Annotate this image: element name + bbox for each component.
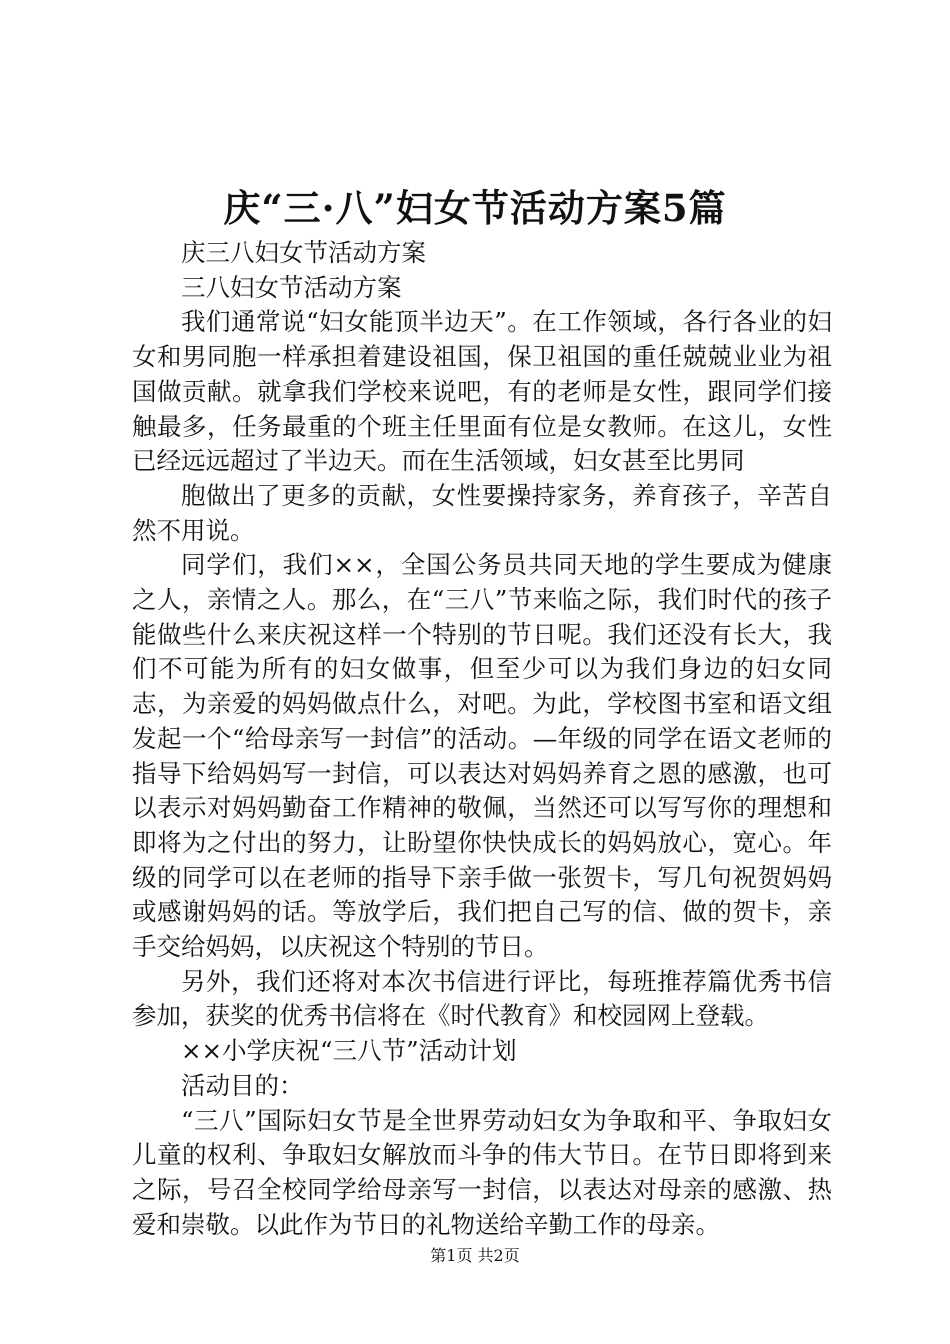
document-body bbox=[132, 236, 832, 1242]
paragraph-intro: 我们通常说“妇女能顶半边天”。在工作领域，各行各业的妇女和男同胞一样承担着建设祖国，保卫祖国的重任兢兢业业为祖国做贡献。就拿我们学校来说吧，有的老师是女性，跟同学们接触最多，任务最重的个班主任里面有位是女教师。在这儿，女性已经远远超过了半边天。而在生活领域，妇女甚至比男同 bbox=[132, 307, 832, 476]
paragraph-activity: 同学们，我们××，全国公务员共同天地的学生要成为健康之人，亲情之人。那么，在“三八”节来临之际，我们时代的孩子能做些什么来庆祝这样一个特别的节日呢。我们还没有长大，我们不可能为所有的妇女做事，但至少可以为我们身边的妇女同志，为亲爱的妈妈做点什么，对吧。为此，学校图书室和语文组发起一个“给母亲写一封信”的活动。—年级的同学在语文老师的指导下给妈妈写一封信，可以表达对妈妈养育之恩的感激，也可以表示对妈妈勤奋工作精神的敬佩，当然还可以写写你的理想和即将为之付出的努力，让盼望你快快成长的妈妈放心，宽心。年级的同学可以在老师的指导下亲手做一张贺卡，写几句祝贺妈妈或感谢妈妈的话。等放学后，我们把自己写的信、做的贺卡，亲手交给妈妈，以庆祝这个特别的节日。 bbox=[132, 550, 832, 962]
document-title: 庆“三·八”妇女节活动方案5篇 bbox=[223, 186, 727, 230]
paragraph-evaluation: 另外，我们还将对本次书信进行评比，每班推荐篇优秀书信参加，获奖的优秀书信将在《时代教育》和校园网上登载。 bbox=[132, 966, 832, 1031]
paragraph-purpose: “三八”国际妇女节是全世界劳动妇女为争取和平、争取妇女儿童的权利、争取妇女解放而斗争的伟大节日。在节日即将到来之际，号召全校同学给母亲写一封信，以表达对母亲的感激、热爱和崇敬。以此作为节日的礼物送给辛勤工作的母亲。 bbox=[132, 1105, 832, 1239]
page-footer: 第1页 共2页 bbox=[430, 1246, 520, 1265]
paragraph-contribution: 胞做出了更多的贡献，女性要操持家务，养育孩子，辛苦自然不用说。 bbox=[132, 480, 832, 545]
paragraph-heading-1: 庆三八妇女节活动方案 bbox=[181, 238, 426, 267]
paragraph-heading-2: 三八妇女节活动方案 bbox=[181, 272, 402, 302]
paragraph-plan-heading: ××小学庆祝“三八节”活动计划 bbox=[181, 1036, 517, 1066]
paragraph-purpose-label: 活动目的： bbox=[181, 1070, 304, 1100]
